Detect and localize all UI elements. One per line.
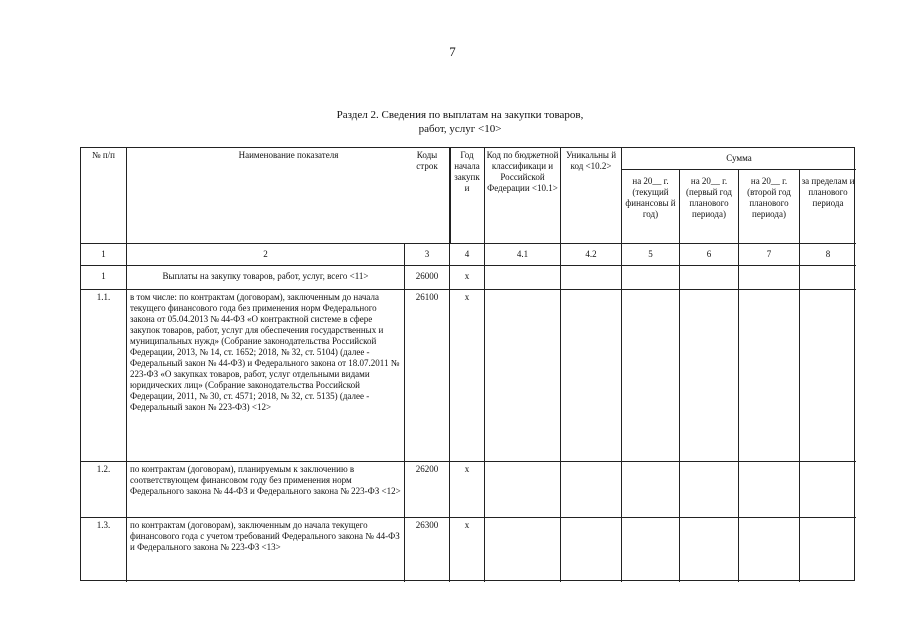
sum-first-planned-year-cell — [680, 518, 739, 582]
row-number: 1.1. — [81, 290, 127, 462]
budget-code-cell — [485, 462, 561, 518]
sum-first-planned-year-cell — [680, 290, 739, 462]
column-number: 8 — [800, 244, 856, 266]
line-code: 26000 — [405, 266, 450, 290]
header-purchase-start-year: Год начала закупк и — [450, 148, 485, 244]
line-code: 26200 — [405, 462, 450, 518]
header-unique-code: Уникальны й код <10.2> — [561, 148, 622, 244]
header-sum-beyond-planned-period: за пределам и планового периода — [800, 170, 856, 244]
sum-second-planned-year-cell — [739, 462, 800, 518]
header-sum-current-year: на 20__ г. (текущий финансовы й год) — [622, 170, 680, 244]
unique-code-cell — [561, 462, 622, 518]
column-number: 2 — [127, 244, 405, 266]
line-code: 26100 — [405, 290, 450, 462]
sum-beyond-planned-period-cell — [800, 518, 856, 582]
budget-code-cell — [485, 290, 561, 462]
sum-beyond-planned-period-cell — [800, 462, 856, 518]
sum-current-year-cell — [622, 462, 680, 518]
section-title-line-1: Раздел 2. Сведения по выплатам на закупки товаров, — [336, 109, 584, 121]
sum-first-planned-year-cell — [680, 462, 739, 518]
sum-second-planned-year-cell — [739, 290, 800, 462]
column-number: 5 — [622, 244, 680, 266]
indicator-name: в том числе: по контрактам (договорам), заключенным до начала текущего финансового года без применения норм Федерального закона от 05.04.2013 № 44-ФЗ «О контрактной системе в сфере закупок товаров, работ, услуг для обеспечения государственных и муниципальных нужд» (Собрание законодательства Российской Федерации, 2013, № 14, ст. 1652; 2018, № 32, ст. 5104) (далее - Федеральный закон № 44-ФЗ) и Федерального закона от 18.07.2011 № 223-ФЗ «О закупках товаров, работ, услуг отдельными видами юридических лиц» (Собрание законодательства Российской Федерации, 2011, № 30, ст. 4571; 2018, № 32, ст. 5135) (далее - Федеральный закон № 223-ФЗ) <12> — [127, 290, 405, 462]
header-indicator-name: Наименование показателя — [127, 148, 451, 244]
sum-current-year-cell — [622, 290, 680, 462]
section-title-line-2: работ, услуг <10> — [418, 123, 502, 135]
row-number: 1.3. — [81, 518, 127, 582]
column-number: 6 — [680, 244, 739, 266]
sum-beyond-planned-period-cell — [800, 290, 856, 462]
budget-code-cell — [485, 266, 561, 290]
section-title — [290, 108, 630, 136]
header-sum-second-planned-year: на 20__ г. (второй год планового периода) — [739, 170, 800, 244]
header-budget-classification-code: Код по бюджетной классификаци и Российской Федерации <10.1> — [485, 148, 561, 244]
indicator-name: по контрактам (договорам), планируемым к заключению в соответствующем финансовом году без применения норм Федерального закона № 44-ФЗ и Федерального закона № 223-ФЗ <12> — [127, 462, 405, 518]
header-row-number: № п/п — [81, 148, 127, 244]
line-code: 26300 — [405, 518, 450, 582]
column-number: 7 — [739, 244, 800, 266]
purchase-start-year: x — [450, 290, 485, 462]
unique-code-cell — [561, 518, 622, 582]
purchase-start-year: x — [450, 266, 485, 290]
header-sum-group: Сумма — [622, 148, 856, 170]
unique-code-cell — [561, 290, 622, 462]
sum-first-planned-year-cell — [680, 266, 739, 290]
sum-current-year-cell — [622, 266, 680, 290]
purchase-start-year: x — [450, 462, 485, 518]
page-number: 7 — [449, 44, 456, 59]
sum-second-planned-year-cell — [739, 266, 800, 290]
indicator-name: по контрактам (договорам), заключенным до начала текущего финансового года с учетом требований Федерального закона № 44-ФЗ и Федерального закона № 223-ФЗ <13> — [127, 518, 405, 582]
column-number: 4.1 — [485, 244, 561, 266]
row-number: 1.2. — [81, 462, 127, 518]
payments-table — [80, 147, 855, 581]
column-number: 4 — [450, 244, 485, 266]
header-line-codes: Коды строк — [405, 148, 450, 244]
column-number: 1 — [81, 244, 127, 266]
header-sum-first-planned-year: на 20__ г. (первый год планового периода) — [680, 170, 739, 244]
budget-code-cell — [485, 518, 561, 582]
column-number: 3 — [405, 244, 450, 266]
sum-second-planned-year-cell — [739, 518, 800, 582]
unique-code-cell — [561, 266, 622, 290]
column-number: 4.2 — [561, 244, 622, 266]
purchase-start-year: x — [450, 518, 485, 582]
indicator-name: Выплаты на закупку товаров, работ, услуг, всего <11> — [127, 266, 405, 290]
sum-current-year-cell — [622, 518, 680, 582]
sum-beyond-planned-period-cell — [800, 266, 856, 290]
row-number: 1 — [81, 266, 127, 290]
